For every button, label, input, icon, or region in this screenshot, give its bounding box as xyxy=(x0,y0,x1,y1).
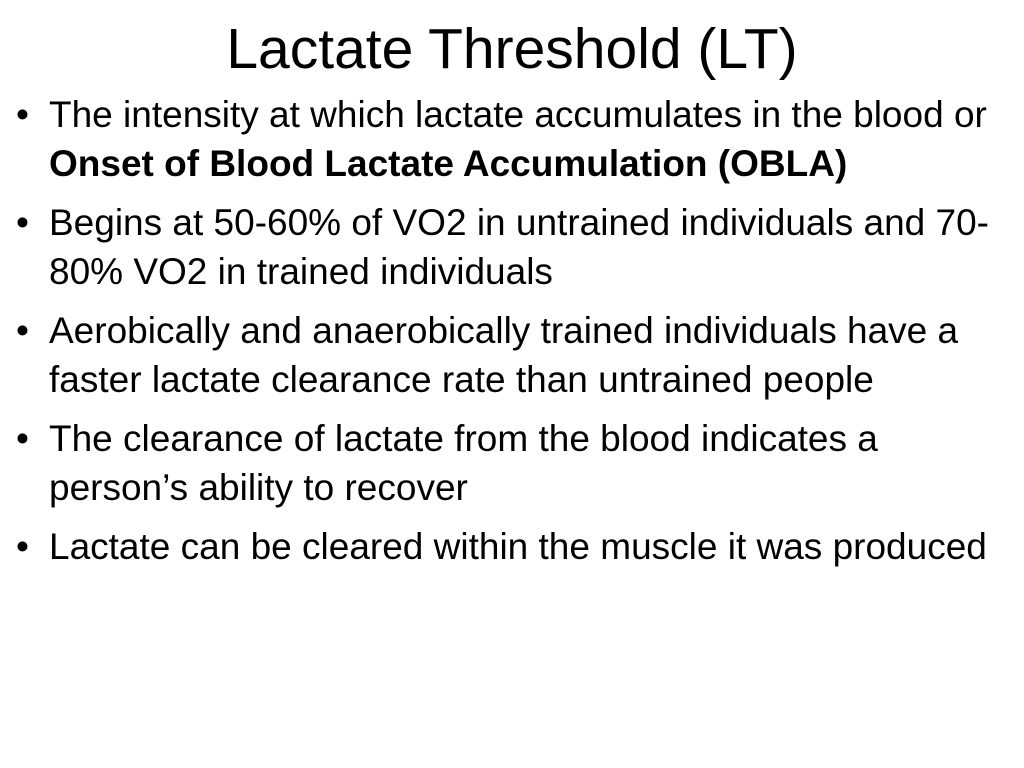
bullet-text: Begins at 50-60% of VO2 in untrained individuals and 70-80% VO2 in trained individuals xyxy=(49,202,989,292)
bullet-icon: • xyxy=(16,526,29,567)
bullet-text: Aerobically and anaerobically trained individuals have a faster lactate clearance rate than untrained people xyxy=(49,310,959,400)
bullet-item-2 xyxy=(0,198,1024,296)
bullet-icon: • xyxy=(16,418,29,459)
bullet-bold-text: Onset of Blood Lactate Accumulation (OBLA) xyxy=(49,143,848,184)
bullet-item-4 xyxy=(0,414,1024,512)
bullet-icon: • xyxy=(16,202,29,243)
bullet-text: Lactate can be cleared within the muscle it was produced xyxy=(49,526,987,567)
slide-title: Lactate Threshold (LT) xyxy=(226,17,798,81)
bullet-text: The clearance of lactate from the blood indicates a person’s ability to recover xyxy=(49,418,878,508)
bullet-list xyxy=(0,90,1024,581)
bullet-item-3 xyxy=(0,306,1024,404)
bullet-text: The intensity at which lactate accumulates in the blood or xyxy=(49,94,987,135)
bullet-item-1 xyxy=(0,90,1024,188)
bullet-icon: • xyxy=(16,94,29,135)
bullet-item-5 xyxy=(0,522,1024,571)
bullet-icon: • xyxy=(16,310,29,351)
